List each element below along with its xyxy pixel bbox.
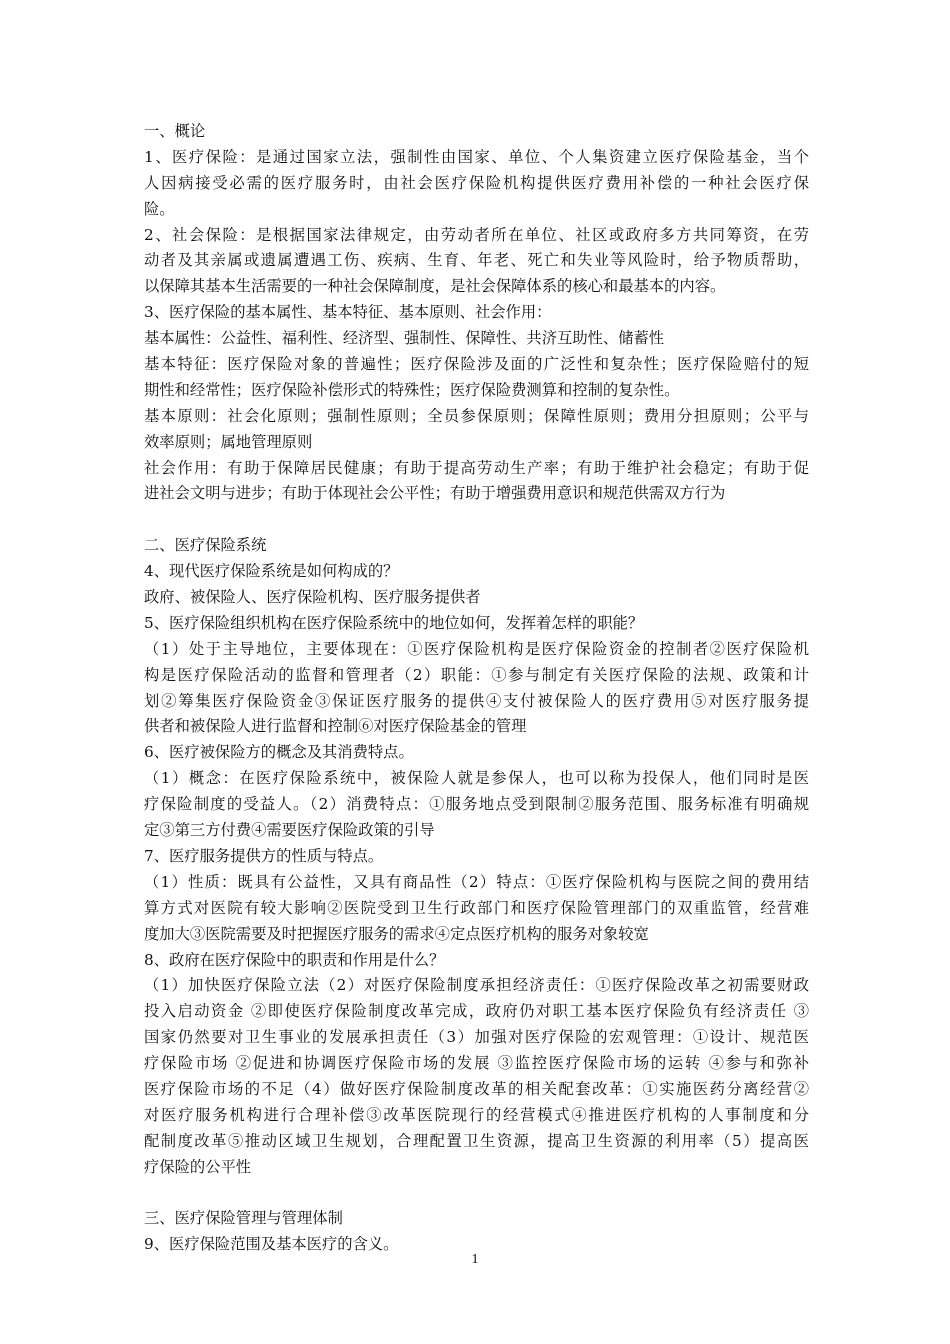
document-body (144, 119, 809, 1258)
text-line: 疗保险的公平性 (144, 1157, 252, 1176)
text-line: 基本属性：公益性、福利性、经济型、强制性、保障性、共济互助性、储蓄性 (144, 329, 665, 348)
text-line: 投入启动资金 ②即使医疗保险制度改革完成，政府仍对职工基本医疗保险负有经济责任 ③ (144, 1002, 809, 1021)
text-line: 国家仍然要对卫生事业的发展承担责任（3）加强对医疗保险的宏观管理：①设计、规范医 (144, 1028, 809, 1047)
text-line: 1、医疗保险：是通过国家立法，强制性由国家、单位、个人集资建立医疗保险基金，当个 (144, 147, 809, 166)
text-line: 疗保险市场 ②促进和协调医疗保险市场的发展 ③监控医疗保险市场的运转 ④参与和弥补 (144, 1054, 809, 1073)
text-line: （1）性质：既具有公益性，又具有商品性（2）特点：①医疗保险机构与医院之间的费用结 (144, 872, 809, 891)
text-line: 疗保险制度的受益人。（2）消费特点：①服务地点受到限制②服务范围、服务标准有明确规 (144, 795, 809, 814)
page-number: 1 (471, 1252, 479, 1267)
text-line: 6、医疗被保险方的概念及其消费特点。 (144, 743, 414, 762)
text-line: 定③第三方付费④需要医疗保险政策的引导 (144, 821, 435, 840)
text-line: 度加大③医院需要及时把握医疗服务的需求④定点医疗机构的服务对象较宽 (144, 924, 649, 943)
text-line: 效率原则；属地管理原则 (144, 432, 313, 451)
text-line: 政府、被保险人、医疗保险机构、医疗服务提供者 (144, 588, 481, 607)
text-line: 人因病接受必需的医疗服务时，由社会医疗保险机构提供医疗费用补偿的一种社会医疗保 (144, 173, 809, 192)
text-line: （1）加快医疗保险立法（2）对医疗保险制度承担经济责任：①医疗保险改革之初需要财政 (144, 976, 809, 995)
text-line: 医疗保险市场的不足（4）做好医疗保险制度改革的相关配套改革：①实施医药分离经营② (144, 1079, 809, 1098)
text-line: 以保障其基本生活需要的一种社会保障制度，是社会保障体系的核心和最基本的内容。 (144, 277, 726, 296)
text-line: 5、医疗保险组织机构在医疗保险系统中的地位如何，发挥着怎样的职能？ (144, 613, 644, 632)
text-line: 动者及其亲属或遗属遭遇工伤、疾病、生育、年老、死亡和失业等风险时，给予物质帮助， (144, 251, 809, 270)
text-line: 二、医疗保险系统 (144, 536, 267, 555)
text-line: 配制度改革⑤推动区域卫生规划，合理配置卫生资源，提高卫生资源的利用率（5）提高医 (144, 1131, 809, 1150)
text-line: 构是医疗保险活动的监督和管理者（2）职能：①参与制定有关医疗保险的法规、政策和计 (144, 665, 809, 684)
blank-line (144, 507, 809, 533)
text-line: 对医疗服务机构进行合理补偿③改革医院现行的经营模式④推进医疗机构的人事制度和分 (144, 1105, 809, 1124)
text-line: 划②筹集医疗保险资金③保证医疗服务的提供④支付被保险人的医疗费用⑤对医疗服务提 (144, 691, 809, 710)
text-line: （1）处于主导地位，主要体现在：①医疗保险机构是医疗保险资金的控制者②医疗保险机 (144, 639, 809, 658)
text-line: 2、社会保险：是根据国家法律规定，由劳动者所在单位、社区或政府多方共同筹资，在劳 (144, 225, 809, 244)
text-line: 险。 (144, 199, 175, 218)
text-line: 3、医疗保险的基本属性、基本特征、基本原则、社会作用： (144, 303, 552, 322)
text-line: 8、政府在医疗保险中的职责和作用是什么？ (144, 950, 445, 969)
text-line: （1）概念：在医疗保险系统中，被保险人就是参保人，也可以称为投保人，他们同时是医 (144, 769, 809, 788)
text-line: 社会作用：有助于保障居民健康；有助于提高劳动生产率；有助于维护社会稳定；有助于促 (144, 458, 809, 477)
text-line: 基本特征：医疗保险对象的普遍性；医疗保险涉及面的广泛性和复杂性；医疗保险赔付的短 (144, 355, 809, 374)
text-line: 算方式对医院有较大影响②医院受到卫生行政部门和医疗保险管理部门的双重监管，经营难 (144, 898, 809, 917)
text-line: 4、现代医疗保险系统是如何构成的？ (144, 562, 399, 581)
text-line: 进社会文明与进步；有助于体现社会公平性；有助于增强费用意识和规范供需双方行为 (144, 484, 726, 503)
text-line: 9、医疗保险范围及基本医疗的含义。 (144, 1235, 399, 1254)
blank-line (144, 1181, 809, 1207)
text-line: 三、医疗保险管理与管理体制 (144, 1209, 343, 1228)
text-line: 7、医疗服务提供方的性质与特点。 (144, 846, 384, 865)
text-line: 期性和经常性；医疗保险补偿形式的特殊性；医疗保险费测算和控制的复杂性。 (144, 380, 680, 399)
text-line: 基本原则：社会化原则；强制性原则；全员参保原则；保障性原则；费用分担原则；公平与 (144, 406, 809, 425)
text-line: 一、概论 (144, 122, 206, 140)
text-line: 供者和被保险人进行监督和控制⑥对医疗保险基金的管理 (144, 717, 527, 736)
